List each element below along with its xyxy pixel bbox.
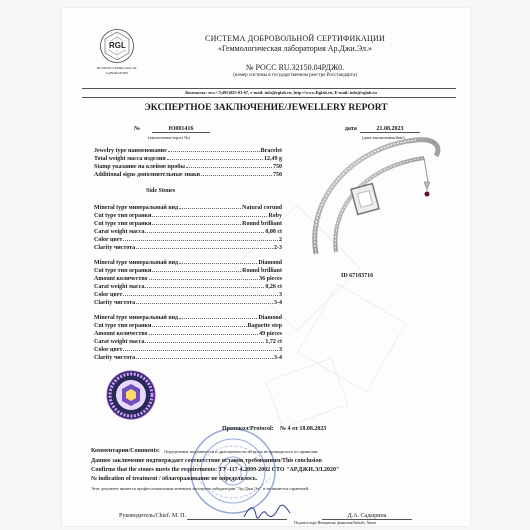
dot-leader (149, 330, 259, 335)
field-value: 2 (279, 237, 282, 243)
field-value: Roby (268, 213, 282, 219)
comments-label: Комментарии/Comments: (91, 448, 160, 454)
dot-leader (136, 244, 273, 249)
dot-leader (152, 212, 267, 217)
report-heading: ЭКСПЕРТНОЕ ЗАКЛЮЧЕНИЕ/JEWELLERY REPORT (144, 103, 388, 113)
field-label: Color цвет (94, 347, 123, 353)
field-total-weight (94, 155, 282, 162)
registry-note: (номер системы в государственном реестре Росстандарта) (233, 73, 357, 78)
field-value: 0,26 ct (265, 284, 282, 290)
stone2-color (94, 291, 282, 298)
dot-leader (152, 267, 241, 272)
dot-leader (186, 163, 272, 168)
dot-leader (136, 299, 273, 304)
field-stamp (94, 163, 282, 170)
field-label: Color цвет (94, 237, 123, 243)
report-number: Ю001416 (152, 126, 210, 133)
stone1-weight (94, 228, 282, 235)
dot-leader (123, 346, 278, 351)
date-prefix: дата (345, 126, 357, 132)
comments-text: Определение подлинности и драгоценности металла не проводилось по правилам (164, 449, 318, 454)
field-value: 3-4 (274, 300, 282, 306)
dot-leader (136, 354, 273, 359)
field-value: 3 (279, 347, 282, 353)
field-value: 2-3 (274, 245, 282, 251)
field-value: Bracelet (260, 148, 282, 154)
dot-leader (179, 314, 257, 319)
signer-name: Д.А. Садырина (322, 513, 412, 520)
field-label: Amount количество (94, 331, 148, 337)
field-label: Stamp указание на клеймо пробы (94, 164, 185, 170)
field-value: 3-4 (274, 355, 282, 361)
hologram-sticker (106, 370, 156, 420)
stone2-weight (94, 283, 282, 290)
field-value: Round brilliant (242, 268, 282, 274)
conformity-line-1: Данное заключение подтверждает соответствие вставок требованиям/This conclusion (91, 458, 322, 464)
field-label: Clarity чистота (94, 355, 136, 361)
dot-leader (152, 322, 246, 327)
dot-leader (149, 275, 259, 280)
dot-leader (145, 228, 264, 233)
dot-leader (168, 147, 260, 152)
stone2-mineral (94, 259, 282, 266)
field-value: 0,08 ct (265, 229, 282, 235)
certificate-page (62, 8, 470, 526)
handwritten-signature (242, 503, 292, 521)
dot-leader (123, 291, 278, 296)
treatment-line: № indication of treatment / облагораживание не определялось. (91, 476, 258, 482)
field-label: Total weight масса изделия (94, 156, 166, 162)
field-label: Additional signs дополнительные знаки (94, 172, 200, 178)
stone1-cut-2 (94, 220, 282, 227)
field-label: Mineral type минеральный вид (94, 315, 179, 321)
system-title: СИСТЕМА ДОБРОВОЛЬНОЙ СЕРТИФИКАЦИИ (205, 34, 385, 43)
dot-leader (167, 155, 263, 160)
chief-label: Руководитель/Chief. М. П. (119, 513, 187, 519)
stone3-weight (94, 338, 282, 345)
field-label: Cut type тип огранки (94, 268, 152, 274)
field-jewelry-type (94, 147, 282, 154)
stone1-mineral (94, 204, 282, 211)
dot-leader (145, 338, 264, 343)
field-label: Amount количество (94, 276, 148, 282)
dot-leader (123, 236, 278, 241)
report-date-note: (дата заключения/date) (362, 135, 405, 140)
header-divider (82, 88, 456, 89)
field-label: Cut type тип огранки (94, 221, 152, 227)
stone1-color (94, 236, 282, 243)
stone1-cut (94, 212, 282, 219)
field-label: Cut type тип огранки (94, 213, 152, 219)
sign-note: Подпись/sign Инициалы, фамилия/Initials, Name (294, 520, 377, 525)
stone3-mineral (94, 314, 282, 321)
lab-name: «Геммологическая лаборатория Ар.Джи.Эл.» (218, 44, 372, 53)
dot-leader (179, 259, 257, 264)
report-number-prefix: № (134, 126, 141, 132)
field-label: Mineral type минеральный вид (94, 205, 179, 211)
field-label: Cut type тип огранки (94, 323, 152, 329)
field-label: Clarity чистота (94, 245, 136, 251)
field-value: Diamond (258, 260, 282, 266)
field-label: Clarity чистота (94, 300, 136, 306)
logo-text: RGL (109, 41, 126, 50)
conformity-line-2: Confirms that the stones meets the requirements: ТУ-117-4.2099-2002 СТО "АР.ДЖИ.ЭЛ.2020" (91, 467, 340, 473)
field-value: Natural corund (242, 205, 282, 211)
stone1-clarity (94, 244, 282, 251)
dot-leader (145, 283, 264, 288)
report-date: 21.08.2023 (360, 126, 420, 133)
disclaimer: Этот документ является профессиональным мнением экспертов лаборатории "Ар.Джи.Эл." и не является гарантией. (91, 486, 310, 491)
field-label: Jewelry type наименование (94, 148, 167, 154)
field-value: 49 pieces (259, 331, 282, 337)
field-value: 750 (273, 172, 282, 178)
logo-subtitle: RUSSIAN GEMOLOGICAL LABORATORY (96, 66, 138, 75)
field-label: Mineral type минеральный вид (94, 260, 179, 266)
field-label: Carat weight масса (94, 229, 145, 235)
stone3-clarity (94, 354, 282, 361)
stone2-clarity (94, 299, 282, 306)
field-value: 12,49 g (264, 156, 282, 162)
report-number-note: (заключение/report №) (148, 135, 190, 140)
photo-id: ID 67183716 (341, 273, 374, 279)
field-value: 36 pieces (259, 276, 282, 282)
field-value: 1,72 ct (265, 339, 282, 345)
side-stones-heading: Side Stones (146, 188, 176, 194)
contacts-divider (82, 97, 456, 98)
field-value: 750 (273, 164, 282, 170)
stone3-color (94, 346, 282, 353)
field-value: 3 (279, 292, 282, 298)
field-value: Round brilliant (242, 221, 282, 227)
contacts: Контакты: тел.+7(495)025-03-67, e-mail: info@rglab.ru, http://www.Rglab.ru, E-mail: info@rglab.ru (185, 90, 377, 95)
field-value: Baguette step (247, 323, 282, 329)
bracelet-photo (296, 126, 446, 266)
field-label: Color цвет (94, 292, 123, 298)
protocol-label: Протокол/Protocol: (222, 426, 274, 432)
dot-leader (179, 204, 241, 209)
dot-leader (201, 171, 272, 176)
protocol-value: № 4 от 18.08.2023 (280, 426, 327, 432)
stone2-cut (94, 267, 282, 274)
stone2-amount (94, 275, 282, 282)
stone3-cut (94, 322, 282, 329)
field-label: Carat weight масса (94, 339, 145, 345)
stone3-amount (94, 330, 282, 337)
field-value: Diamond (258, 315, 282, 321)
dot-leader (152, 220, 241, 225)
registry-number: № РОСС RU.32150.04РДЖ0. (245, 63, 345, 72)
field-additional-signs (94, 171, 282, 178)
field-label: Carat weight масса (94, 284, 145, 290)
